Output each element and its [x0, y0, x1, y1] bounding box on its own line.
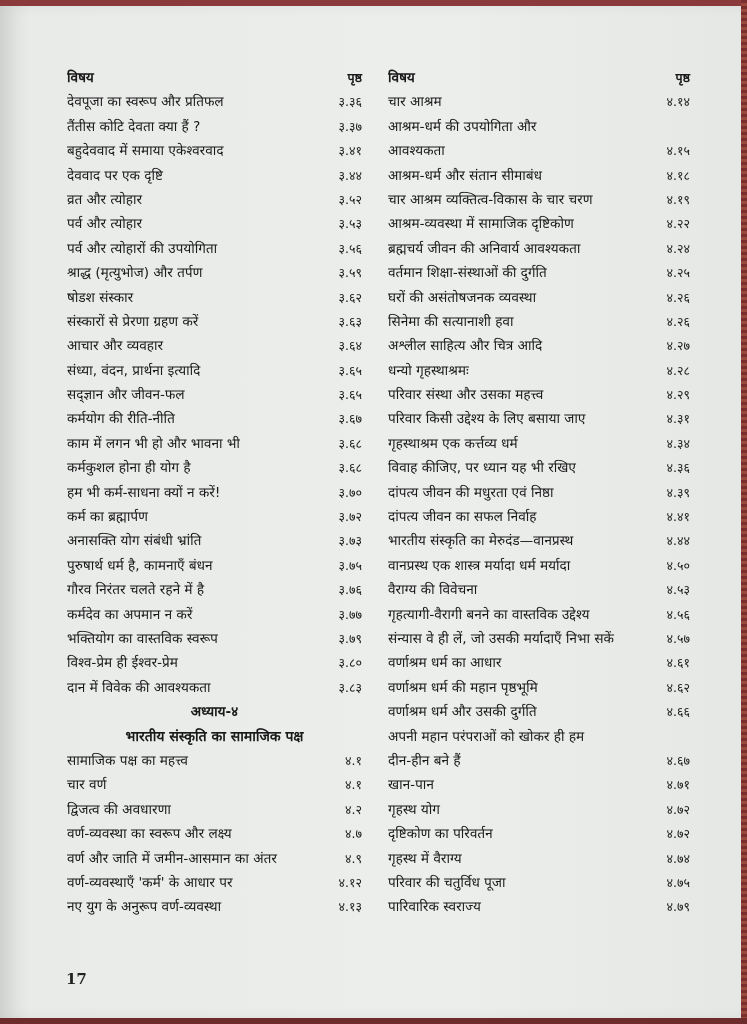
toc-entry	[67, 481, 362, 505]
toc-header	[67, 66, 362, 90]
entry-page: ४.२	[345, 801, 362, 817]
entry-page: ४.६६	[666, 704, 690, 720]
entry-page: ४.१५	[666, 143, 690, 159]
toc-right-column	[388, 66, 690, 920]
topic-heading: विषय	[67, 70, 94, 86]
entry-title: खान-पान	[388, 777, 434, 794]
entry-title: वानप्रस्थ एक शास्त्र मर्यादा धर्म मर्यादा	[388, 557, 571, 574]
entry-page: ३.७९	[338, 630, 362, 646]
entry-page: ४.३६	[666, 460, 690, 476]
entry-page: ३.३७	[338, 118, 362, 134]
entry-page: ३.८३	[338, 679, 362, 695]
entry-title: अश्लील साहित्य और चित्र आदि	[388, 338, 543, 355]
entry-page: ३.६५	[338, 362, 362, 378]
entry-title: चार आश्रम व्यक्तित्व-विकास के चार चरण	[388, 191, 593, 208]
entry-title: वर्ण-व्यवस्था का स्वरूप और लक्ष्य	[67, 826, 232, 843]
toc-entry	[388, 310, 690, 334]
entry-title: गृहस्थ योग	[388, 801, 440, 818]
entry-page: ३.७२	[338, 509, 362, 525]
entry-title: गौरव निरंतर चलते रहने में है	[67, 582, 205, 599]
entry-page: ३.७०	[338, 484, 362, 500]
toc-list-right	[388, 90, 690, 919]
toc-entry	[388, 505, 690, 529]
entry-title: दान में विवेक की आवश्यकता	[67, 679, 211, 696]
entry-title: पर्व और त्योहारों की उपयोगिता	[67, 240, 218, 257]
toc-entry	[388, 651, 690, 675]
toc-entry	[388, 798, 690, 822]
entry-page: ४.६२	[666, 679, 690, 695]
toc-entry	[388, 115, 690, 139]
toc-entry	[67, 505, 362, 529]
entry-page: ४.२६	[666, 289, 690, 305]
background-strip	[0, 1018, 747, 1024]
toc-header	[388, 66, 690, 90]
page-heading: पृष्ठ	[347, 70, 362, 85]
toc-entry	[388, 334, 690, 358]
toc-entry	[388, 627, 690, 651]
entry-title: वर्ण-व्यवस्थाएँ 'कर्म' के आधार पर	[67, 874, 233, 891]
toc-entry	[388, 212, 690, 236]
toc-entry	[67, 286, 362, 310]
entry-title: पारिवारिक स्वराज्य	[388, 899, 481, 916]
entry-page: ४.३१	[666, 411, 690, 427]
background-edge	[741, 0, 747, 1024]
toc-entry	[388, 725, 690, 749]
toc-entry	[67, 237, 362, 261]
entry-page: ४.७४	[666, 850, 690, 866]
toc-entry	[388, 554, 690, 578]
entry-title: षोडश संस्कार	[67, 289, 134, 306]
toc-entry	[388, 481, 690, 505]
topic-heading: विषय	[388, 70, 415, 86]
entry-title: श्राद्ध (मृत्युभोज) और तर्पण	[67, 265, 203, 282]
toc-entry	[388, 164, 690, 188]
entry-title: अनासक्ति योग संबंधी भ्रांति	[67, 533, 202, 550]
toc-entry	[388, 847, 690, 871]
entry-page: ३.७३	[338, 533, 362, 549]
entry-title: संस्कारों से प्रेरणा ग्रहण करें	[67, 313, 199, 330]
toc-entry	[67, 749, 362, 773]
toc-entry	[388, 286, 690, 310]
entry-page: ३.७५	[338, 557, 362, 573]
entry-title: धन्यो गृहस्थाश्रमः	[388, 362, 469, 379]
entry-title: भारतीय संस्कृति का मेरुदंड—वानप्रस्थ	[388, 533, 574, 550]
entry-title: गृहस्थ में वैराग्य	[388, 850, 462, 867]
entry-title: विवाह कीजिए, पर ध्यान यह भी रखिए	[388, 460, 576, 477]
toc-entry	[67, 871, 362, 895]
toc-entry	[67, 188, 362, 212]
toc-entry	[67, 651, 362, 675]
entry-page: ४.१९	[666, 191, 690, 207]
entry-page: ४.७१	[666, 777, 690, 793]
entry-title: आचार और व्यवहार	[67, 338, 164, 355]
toc-entry	[67, 627, 362, 651]
toc-entry	[388, 90, 690, 114]
entry-title: देवपूजा का स्वरूप और प्रतिफल	[67, 94, 224, 111]
entry-title: आश्रम-धर्म और संतान सीमाबंध	[388, 167, 542, 184]
entry-title: सामाजिक पक्ष का महत्त्व	[67, 752, 188, 769]
entry-title: सिनेमा की सत्यानाशी हवा	[388, 313, 514, 330]
entry-page: ४.६७	[666, 752, 690, 768]
toc-entry	[67, 847, 362, 871]
entry-page: ४.७५	[666, 874, 690, 890]
entry-page: ३.६७	[338, 411, 362, 427]
entry-title: संध्या, वंदन, प्रार्थना इत्यादि	[67, 362, 201, 379]
toc-entry	[67, 822, 362, 846]
entry-page: ४.१	[345, 777, 362, 793]
toc-entry	[388, 261, 690, 285]
toc-entry	[388, 871, 690, 895]
toc-entry	[388, 895, 690, 919]
toc-entry	[388, 822, 690, 846]
toc-entry	[388, 359, 690, 383]
toc-entry	[67, 895, 362, 919]
entry-page: ३.५९	[338, 265, 362, 281]
entry-page: ४.६१	[666, 655, 690, 671]
entry-title: चार आश्रम	[388, 94, 442, 111]
entry-page: ३.६२	[338, 289, 362, 305]
entry-title: चार वर्ण	[67, 777, 107, 794]
entry-title: आश्रम-धर्म की उपयोगिता और	[388, 118, 537, 135]
entry-page: ४.२९	[666, 387, 690, 403]
entry-title: कर्मयोग की रीति-नीति	[67, 411, 175, 428]
entry-title: कर्म का ब्रह्मार्पण	[67, 509, 148, 526]
entry-page: ४.१३	[338, 899, 362, 915]
entry-title: दीन-हीन बने हैं	[388, 752, 461, 769]
entry-title: आवश्यकता	[388, 143, 445, 160]
toc-entry	[67, 115, 362, 139]
entry-title: वर्णाश्रम धर्म का आधार	[388, 655, 502, 672]
chapter-heading: अध्याय-४	[190, 704, 239, 721]
entry-title: पुरुषार्थ धर्म है, कामनाएँ बंधन	[67, 557, 213, 574]
toc-entry	[67, 578, 362, 602]
toc-entry	[67, 139, 362, 163]
page-heading: पृष्ठ	[675, 70, 690, 85]
toc-entry	[388, 749, 690, 773]
entry-title: संन्यास वे ही लें, जो उसकी मर्यादाएँ निभा सकें	[388, 630, 614, 647]
entry-page: ४.७	[345, 826, 362, 842]
entry-page: ४.२२	[666, 216, 690, 232]
entry-title: व्रत और त्योहार	[67, 191, 143, 208]
entry-title: अपनी महान परंपराओं को खोकर ही हम	[388, 728, 585, 745]
entry-page: ३.४१	[338, 143, 362, 159]
entry-page: ३.५३	[338, 216, 362, 232]
entry-title: वर्तमान शिक्षा-संस्थाओं की दुर्गति	[388, 265, 547, 282]
entry-page: ३.६५	[338, 387, 362, 403]
toc-entry	[67, 798, 362, 822]
toc-entry	[388, 383, 690, 407]
entry-page: ३.६८	[338, 435, 362, 451]
entry-title: दृष्टिकोण का परिवर्तन	[388, 826, 493, 843]
toc-entry	[67, 456, 362, 480]
entry-title: सद्ज्ञान और जीवन-फल	[67, 387, 185, 404]
toc-list-ch4	[67, 749, 362, 920]
entry-page: ३.४४	[338, 167, 362, 183]
toc-entry	[388, 700, 690, 724]
toc-entry	[67, 383, 362, 407]
entry-page: ४.२७	[666, 338, 690, 354]
entry-title: बहुदेववाद में समाया एकेश्वरवाद	[67, 143, 224, 160]
entry-page: ४.१२	[338, 874, 362, 890]
entry-page: ३.५६	[338, 240, 362, 256]
toc-entry	[67, 773, 362, 797]
toc-entry	[388, 237, 690, 261]
entry-page: ३.६३	[338, 313, 362, 329]
toc-entry	[388, 456, 690, 480]
toc-entry	[67, 90, 362, 114]
entry-title: गृहत्यागी-वैरागी बनने का वास्तविक उद्देश्य	[388, 606, 590, 623]
toc-entry	[388, 407, 690, 431]
toc-entry	[67, 554, 362, 578]
entry-title: ब्रह्मचर्य जीवन की अनिवार्य आवश्यकता	[388, 240, 581, 257]
entry-page: ४.१८	[666, 167, 690, 183]
entry-title: वैराग्य की विवेचना	[388, 582, 478, 599]
entry-title: वर्णाश्रम धर्म की महान पृष्ठभूमि	[388, 679, 538, 696]
entry-title: दांपत्य जीवन का सफल निर्वाह	[388, 509, 537, 526]
entry-page: ४.७२	[666, 801, 690, 817]
toc-entry	[388, 139, 690, 163]
toc-entry	[67, 407, 362, 431]
entry-title: घरों की असंतोषजनक व्यवस्था	[388, 289, 537, 306]
chapter-title: भारतीय संस्कृति का सामाजिक पक्ष	[125, 728, 304, 745]
toc-entry	[388, 773, 690, 797]
entry-title: कर्मकुशल होना ही योग है	[67, 460, 191, 477]
entry-title: हम भी कर्म-साधना क्यों न करें!	[67, 484, 221, 501]
entry-page: ३.५२	[338, 191, 362, 207]
toc-entry	[67, 432, 362, 456]
toc-entry	[67, 261, 362, 285]
entry-title: परिवार किसी उद्देश्य के लिए बसाया जाए	[388, 411, 586, 428]
entry-page: ४.२६	[666, 313, 690, 329]
entry-page: ३.७६	[338, 582, 362, 598]
entry-page: ३.७७	[338, 606, 362, 622]
entry-title: द्विजत्व की अवधारणा	[67, 801, 171, 818]
entry-page: ४.१४	[666, 94, 690, 110]
toc-entry	[67, 310, 362, 334]
entry-page: ४.२५	[666, 265, 690, 281]
entry-title: पर्व और त्योहार	[67, 216, 143, 233]
toc-entry	[67, 334, 362, 358]
entry-page: ४.२८	[666, 362, 690, 378]
entry-title: वर्ण और जाति में जमीन-आसमान का अंतर	[67, 850, 277, 867]
entry-title: आश्रम-व्यवस्था में सामाजिक दृष्टिकोण	[388, 216, 574, 233]
toc-entry	[388, 603, 690, 627]
entry-page: ३.६८	[338, 460, 362, 476]
entry-title: तैंतीस कोटि देवता क्या हैं ?	[67, 118, 201, 135]
entry-page: ४.९	[345, 850, 362, 866]
entry-title: गृहस्थाश्रम एक कर्त्तव्य धर्म	[388, 435, 518, 452]
entry-page: ४.४१	[666, 509, 690, 525]
toc-entry	[388, 676, 690, 700]
entry-page: ४.३४	[666, 435, 690, 451]
entry-page: ४.३९	[666, 484, 690, 500]
entry-page: ४.७२	[666, 826, 690, 842]
toc-entry	[388, 578, 690, 602]
entry-title: परिवार संस्था और उसका महत्त्व	[388, 387, 544, 404]
entry-title: कर्मदेव का अपमान न करें	[67, 606, 193, 623]
toc-entry	[388, 432, 690, 456]
entry-page: ४.५७	[666, 630, 690, 646]
entry-title: देववाद पर एक दृष्टि	[67, 167, 163, 184]
toc-entry	[388, 188, 690, 212]
toc-entry	[67, 164, 362, 188]
toc-entry	[67, 359, 362, 383]
entry-title: विश्व-प्रेम ही ईश्वर-प्रेम	[67, 655, 178, 672]
entry-page: ४.१	[345, 752, 362, 768]
entry-page: ४.२४	[666, 240, 690, 256]
toc-entry	[67, 529, 362, 553]
toc-list-ch3	[67, 90, 362, 700]
entry-title: दांपत्य जीवन की मधुरता एवं निष्ठा	[388, 484, 554, 501]
entry-title: नए युग के अनुरूप वर्ण-व्यवस्था	[67, 899, 222, 916]
entry-page: ४.५६	[666, 606, 690, 622]
toc-entry	[67, 676, 362, 700]
entry-title: परिवार की चतुर्विध पूजा	[388, 874, 506, 891]
toc-entry	[388, 529, 690, 553]
book-page	[0, 6, 741, 1018]
entry-page: ३.८०	[338, 655, 362, 671]
entry-page: ३.३६	[338, 94, 362, 110]
entry-page: ४.५३	[666, 582, 690, 598]
entry-title: काम में लगन भी हो और भावना भी	[67, 435, 240, 452]
entry-page: ३.६४	[338, 338, 362, 354]
toc-left-column	[67, 66, 362, 920]
entry-page: ४.७९	[666, 899, 690, 915]
toc-entry	[67, 603, 362, 627]
entry-title: वर्णाश्रम धर्म और उसकी दुर्गति	[388, 704, 537, 721]
page-number: 17	[66, 970, 87, 988]
toc-entry	[67, 212, 362, 236]
entry-page: ४.४४	[666, 533, 690, 549]
entry-page: ४.५०	[666, 557, 690, 573]
entry-title: भक्तियोग का वास्तविक स्वरूप	[67, 630, 218, 647]
